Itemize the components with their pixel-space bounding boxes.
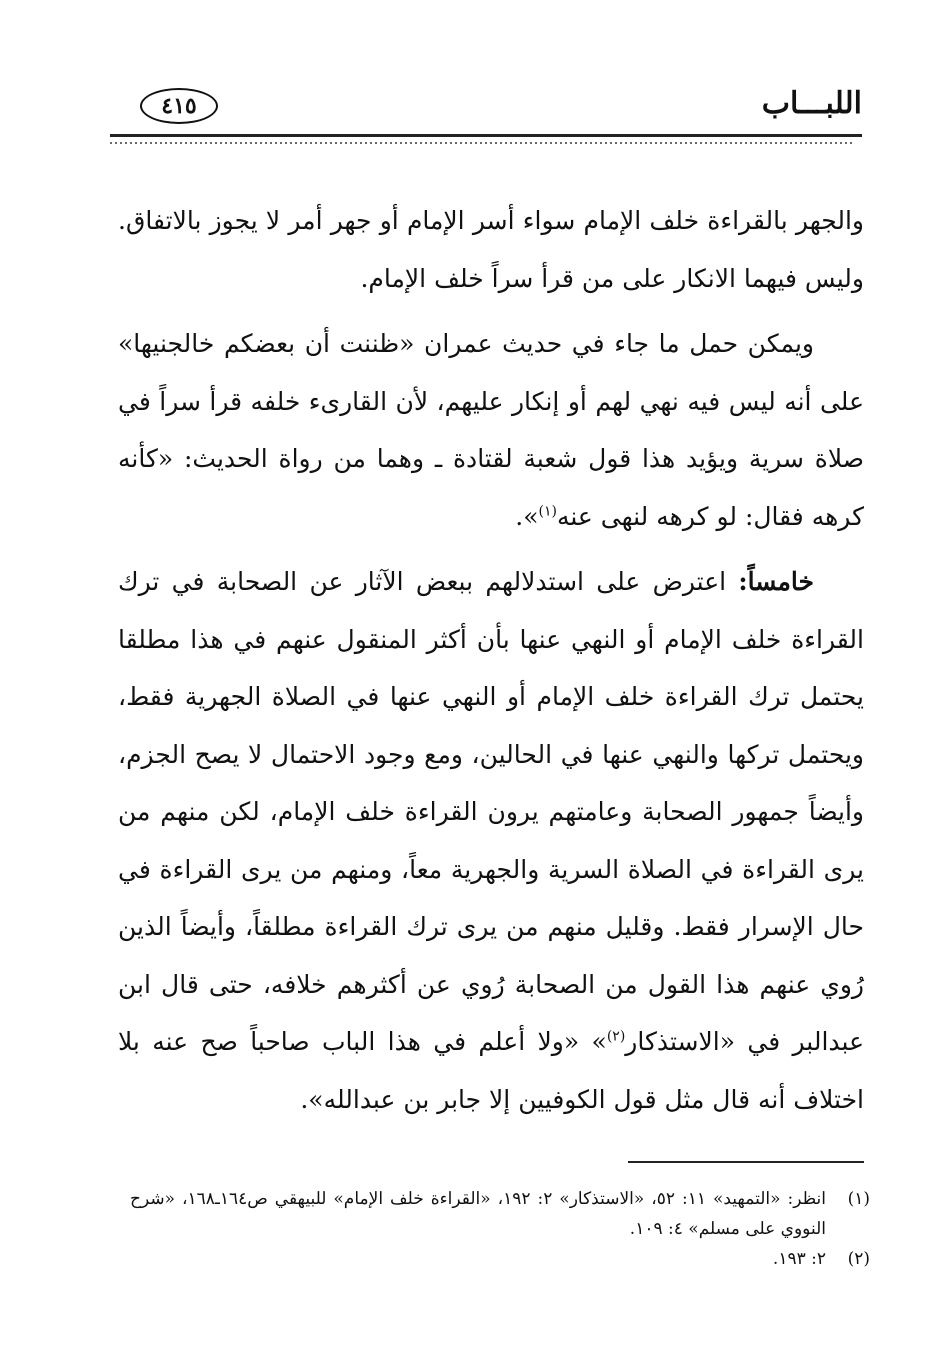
paragraph-tail: » «ولا أعلم في هذا الباب صاحباً صح عنه بلا اختلاف أنه قال مثل قول الكوفيين إلا جابر بن عبدالله». [118,1027,864,1114]
footnote-1 [130,1184,870,1244]
footnote-number: (٢) [847,1249,870,1269]
footnote-number: (١) [847,1189,870,1209]
footnote-ref-1: (١) [538,503,557,520]
paragraph-1 [118,192,864,307]
paragraph-text: ويمكن حمل ما جاء في حديث عمران «ظننت أن بعضكم خالجنيها» على أنه ليس فيه نهي لهم أو إنكار عليهم، لأن القارىء خلفه قرأ سراً في صلاة سرية ويؤيد هذا قول شعبة لقتادة ـ وهما من رواة الحديث: «كأنه كرهه فقال: لو كرهه لنهى عنه [118,329,864,531]
footnote-separator [628,1161,864,1163]
paragraph-text: اعترض على استدلالهم ببعض الآثار عن الصحابة في ترك القراءة خلف الإمام أو النهي عنها بأن أكثر المنقول عنهم في هذا مطلقا يحتمل ترك القراءة خلف الإمام أو النهي عنها في الصلاة الجهرية فقط، ويحتمل تركها والنهي عنها في الحالين، ومع وجود الاحتمال لا يصح الجزم، وأيضاً جمهور الصحابة وعامتهم يرون القراءة خلف الإمام، لكن منهم من يرى القراءة في الصلاة السرية والجهرية معاً، ومنهم من يرى القراءة في حال الإسرار فقط. وقليل منهم من يرى ترك القراءة مطلقاً، وأيضاً الذين رُوي عنهم هذا القول من الصحابة رُوي عن أكثرهم خلافه، حتى قال ابن عبدالبر في «الاستذكار [118,567,865,1056]
paragraph-2 [118,315,864,545]
page-header [110,82,862,152]
header-rule-dotted [110,142,852,144]
footnote-text: انظر: «التمهيد» ١١: ٥٢، «الاستذكار» ٢: ١٩٢، «القراءة خلف الإمام» للبيهقي ص١٦٤ـ١٦٨، «شرح النووي على مسلم» ٤: ١٠٩. [130,1189,826,1239]
main-text [118,192,864,1128]
footnote-ref-2: (٢) [606,1028,626,1045]
page-number: ٤١٥ [140,88,218,124]
footnote-2 [130,1244,870,1274]
footnote-text: ٢: ١٩٣. [772,1249,826,1269]
paragraph-tail: ». [515,501,539,531]
section-lead-word: خامساً: [738,567,814,596]
paragraph-text: والجهر بالقراءة خلف الإمام سواء أسر الإمام أو جهر أمر لا يجوز بالاتفاق. وليس فيهما الانكار على من قرأ سراً خلف الإمام. [118,206,864,293]
footnotes [130,1184,870,1274]
book-title: اللبـــاب [761,86,862,121]
header-rule [110,134,862,137]
paragraph-3 [118,553,864,1128]
